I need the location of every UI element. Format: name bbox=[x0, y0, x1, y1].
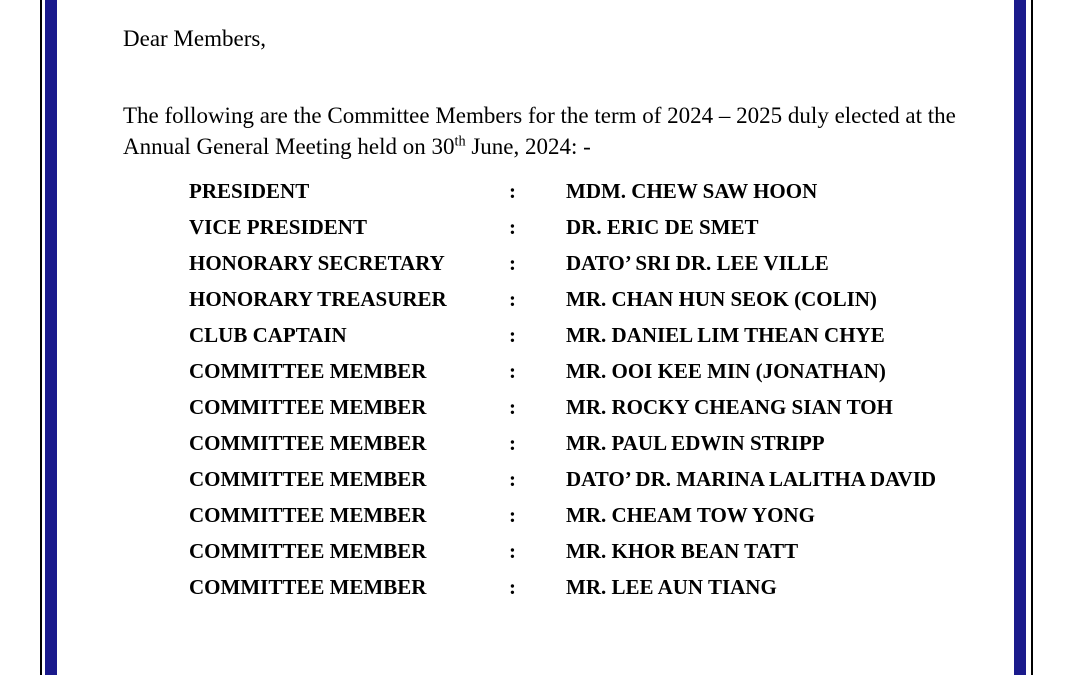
roster-row bbox=[189, 432, 966, 468]
roster-member-name: DR. ERIC DE SMET bbox=[566, 215, 759, 239]
roster-position-title: COMMITTEE MEMBER bbox=[189, 503, 427, 527]
roster-separator: : bbox=[509, 395, 516, 419]
roster-position-title: COMMITTEE MEMBER bbox=[189, 359, 427, 383]
roster-row bbox=[189, 252, 966, 288]
roster-row bbox=[189, 288, 966, 324]
page-border-left-rule bbox=[40, 0, 42, 675]
roster-separator: : bbox=[509, 323, 516, 347]
roster-row bbox=[189, 216, 966, 252]
roster-position-title: COMMITTEE MEMBER bbox=[189, 539, 427, 563]
committee-roster-body bbox=[189, 180, 966, 612]
roster-separator: : bbox=[509, 179, 516, 203]
roster-separator: : bbox=[509, 359, 516, 383]
page-border-left-accent-bar bbox=[45, 0, 57, 675]
roster-position-title: COMMITTEE MEMBER bbox=[189, 431, 427, 455]
roster-separator: : bbox=[509, 287, 516, 311]
committee-roster-table bbox=[189, 180, 966, 612]
roster-position-title: PRESIDENT bbox=[189, 179, 310, 203]
roster-separator: : bbox=[509, 467, 516, 491]
roster-row bbox=[189, 504, 966, 540]
roster-separator: : bbox=[509, 215, 516, 239]
roster-member-name: DATO’ DR. MARINA LALITHA DAVID bbox=[566, 467, 937, 491]
roster-position-title: COMMITTEE MEMBER bbox=[189, 467, 427, 491]
roster-position-title: HONORARY TREASURER bbox=[189, 287, 447, 311]
roster-separator: : bbox=[509, 539, 516, 563]
roster-separator: : bbox=[509, 575, 516, 599]
roster-member-name: MR. KHOR BEAN TATT bbox=[566, 539, 799, 563]
roster-member-name: MR. ROCKY CHEANG SIAN TOH bbox=[566, 395, 893, 419]
roster-row bbox=[189, 576, 966, 612]
intro-text-lead: The following are the Committee Members for the term of 2024 – 2025 duly elected at the Annual General Meeting held on 30 bbox=[123, 103, 956, 159]
roster-position-title: COMMITTEE MEMBER bbox=[189, 575, 427, 599]
roster-row bbox=[189, 540, 966, 576]
roster-member-name: DATO’ SRI DR. LEE VILLE bbox=[566, 251, 829, 275]
roster-member-name: MR. LEE AUN TIANG bbox=[566, 575, 777, 599]
roster-member-name: MR. OOI KEE MIN (JONATHAN) bbox=[566, 359, 886, 383]
roster-member-name: MR. CHAN HUN SEOK (COLIN) bbox=[566, 287, 877, 311]
roster-row bbox=[189, 324, 966, 360]
roster-row bbox=[189, 468, 966, 504]
roster-member-name: MDM. CHEW SAW HOON bbox=[566, 179, 818, 203]
roster-member-name: MR. PAUL EDWIN STRIPP bbox=[566, 431, 825, 455]
ordinal-suffix: th bbox=[454, 133, 466, 150]
roster-row bbox=[189, 180, 966, 216]
roster-separator: : bbox=[509, 503, 516, 527]
roster-row bbox=[189, 396, 966, 432]
roster-position-title: COMMITTEE MEMBER bbox=[189, 395, 427, 419]
roster-member-name: MR. CHEAM TOW YONG bbox=[566, 503, 815, 527]
salutation: Dear Members, bbox=[123, 26, 267, 51]
intro-text-trail: June, 2024: - bbox=[465, 134, 591, 159]
roster-separator: : bbox=[509, 431, 516, 455]
roster-separator: : bbox=[509, 251, 516, 275]
roster-position-title: CLUB CAPTAIN bbox=[189, 323, 347, 347]
intro-paragraph bbox=[123, 100, 963, 162]
page-border-right-rule bbox=[1031, 0, 1033, 675]
roster-member-name: MR. DANIEL LIM THEAN CHYE bbox=[566, 323, 885, 347]
page-border-right-accent-bar bbox=[1014, 0, 1026, 675]
roster-position-title: VICE PRESIDENT bbox=[189, 215, 367, 239]
roster-row bbox=[189, 360, 966, 396]
roster-position-title: HONORARY SECRETARY bbox=[189, 251, 445, 275]
